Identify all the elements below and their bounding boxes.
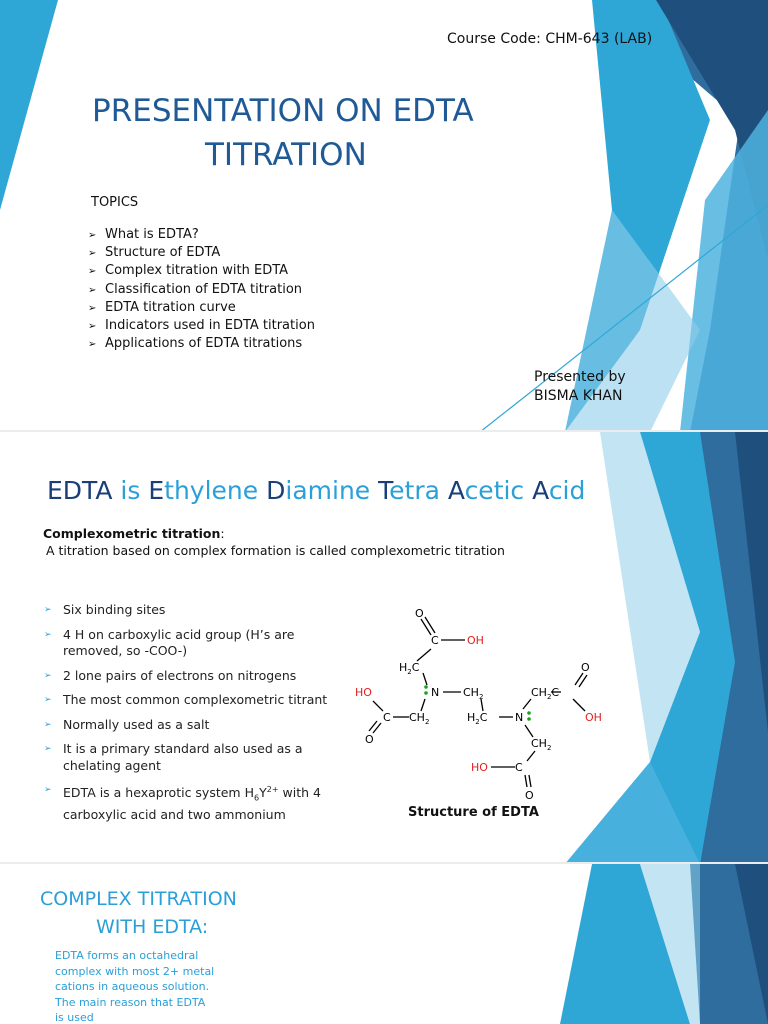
atom-label: OH [467, 634, 484, 647]
course-code: Course Code: CHM-643 (LAB) [447, 31, 653, 47]
atom-label: O [365, 733, 374, 746]
arrow-bullet-icon: ➢ [88, 321, 97, 333]
arrow-bullet-icon: ➢ [88, 230, 97, 241]
edta-acronym-heading: EDTA is Ethylene Diamine Tetra Acetic Acid [47, 476, 586, 505]
topic-item: ➢ Applications of EDTA titrations [88, 335, 315, 353]
section-body-text: EDTA forms an octahedral complex with most 2+ metal cations in aqueous solution. The main reason that EDTA is used [55, 949, 215, 1024]
fact-item: ➢ 4 H on carboxylic acid group (H’s are removed, so -COO-) [44, 626, 295, 658]
atom-label: OH [585, 711, 602, 724]
fact-item: ➢ The most common complexometric titrant [44, 692, 328, 707]
complexometric-title: Complexometric titration: [43, 526, 225, 541]
arrow-bullet-icon: ➢ [44, 605, 52, 615]
presenter-name: BISMA KHAN [534, 388, 623, 404]
topic-item: ➢ Complex titration with EDTA [88, 262, 315, 280]
arrow-bullet-icon: ➢ [88, 302, 97, 314]
atom-label: O [581, 661, 590, 674]
atom-label: $H_2C$ [399, 661, 420, 676]
atom-label: O [525, 789, 534, 802]
arrow-bullet-icon: ➢ [44, 670, 52, 681]
atom-label: O [415, 607, 424, 620]
arrow-bullet-icon: ➢ [44, 719, 52, 730]
title-line-1: PRESENTATION ON EDTA [92, 93, 474, 129]
atom-label: $H_2C$ [467, 711, 488, 726]
topic-item: ➢ Structure of EDTA [88, 244, 315, 262]
edta-structure-diagram [345, 607, 605, 807]
fact-item: ➢ Six binding sites [44, 602, 166, 617]
fact-item: ➢ EDTA is a hexaprotic system $H_6Y^{2+}$ with 4 carboxylic acid and two ammonium [44, 782, 344, 824]
topic-item: ➢ What is EDTA? [88, 226, 315, 244]
slide-decoration-left [0, 0, 768, 432]
atom-label: $CH_2$ [531, 737, 552, 752]
slide-edta-definition [0, 432, 768, 864]
fact-item: ➢ It is a primary standard also used as a chelating agent [44, 741, 303, 773]
arrow-bullet-icon: ➢ [88, 339, 97, 351]
atom-label: $CH_2$ [463, 686, 484, 701]
edta-facts-list [44, 602, 344, 832]
atom-label: N [515, 711, 524, 724]
section-heading-line-2: WITH EDTA: [96, 916, 209, 938]
arrow-bullet-icon: ➢ [44, 695, 52, 705]
presented-by-label: Presented by [534, 369, 626, 385]
atom-label: $CH_2$ [409, 711, 430, 726]
topic-item: ➢ Classification of EDTA titration [88, 281, 315, 299]
atom-label: HO [471, 761, 488, 774]
structure-caption: Structure of EDTA [408, 805, 539, 820]
topics-list [88, 226, 315, 353]
arrow-bullet-icon: ➢ [88, 248, 97, 260]
atom-label: C [431, 634, 439, 647]
atom-label: HO [355, 686, 372, 699]
title-line-2: TITRATION [205, 137, 367, 173]
atom-label: $CH_2C$ [531, 686, 560, 701]
atom-label: N [431, 686, 440, 699]
complexometric-definition: A titration based on complex formation is called complexometric titration [46, 543, 505, 558]
atom-label: C [515, 761, 523, 774]
topic-item: ➢ EDTA titration curve [88, 299, 315, 317]
fact-item: ➢ Normally used as a salt [44, 716, 210, 732]
arrow-bullet-icon: ➢ [44, 744, 52, 754]
arrow-bullet-icon: ➢ [44, 785, 52, 795]
slide-title [0, 0, 768, 432]
arrow-bullet-icon: ➢ [44, 629, 52, 640]
section-heading-line-1: COMPLEX TITRATION [40, 888, 237, 910]
topic-item: ➢ Indicators used in EDTA titration [88, 317, 315, 335]
topics-heading: TOPICS [91, 195, 139, 210]
atom-label: C [383, 711, 391, 724]
slide-complex-titration [0, 864, 768, 1024]
arrow-bullet-icon: ➢ [88, 284, 97, 296]
arrow-bullet-icon: ➢ [88, 266, 97, 278]
fact-item: ➢ 2 lone pairs of electrons on nitrogens [44, 667, 297, 683]
